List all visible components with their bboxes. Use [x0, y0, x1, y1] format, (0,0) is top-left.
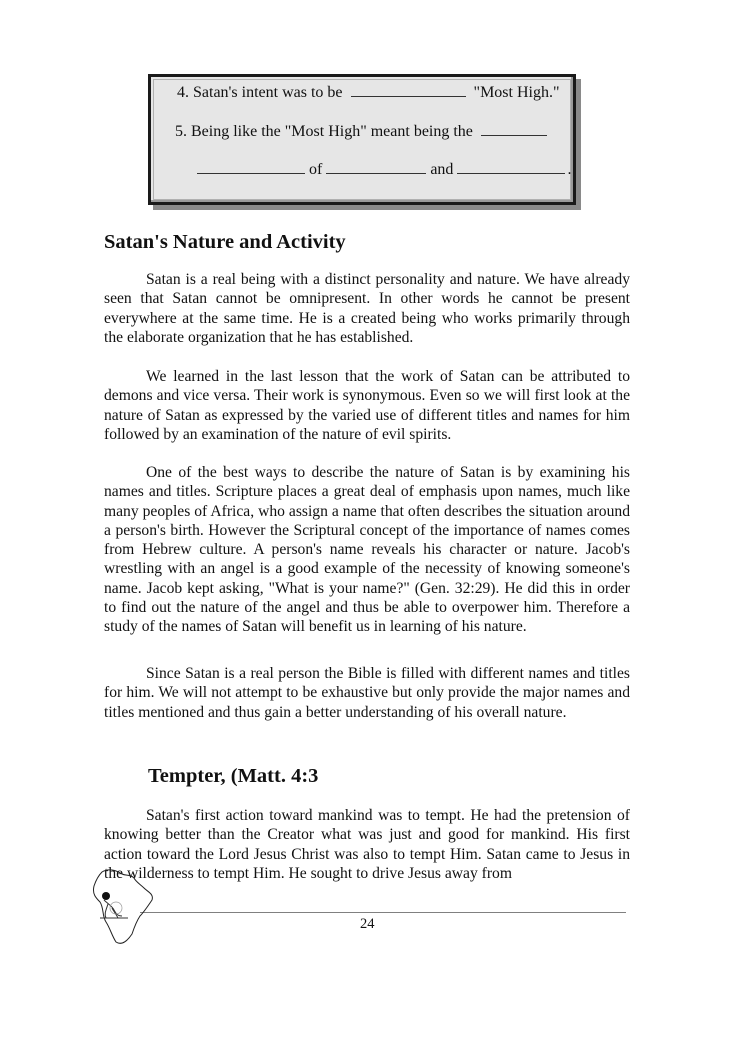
question-number: 4.: [177, 84, 189, 101]
exercise-box: [148, 74, 576, 205]
section-heading: Satan's Nature and Activity: [104, 231, 346, 253]
page-number: 24: [360, 916, 375, 932]
answer-blank[interactable]: [197, 159, 305, 174]
question-text: of: [309, 161, 323, 178]
question-text: Being like the "Most High" meant being the: [191, 123, 473, 140]
answer-blank[interactable]: [481, 121, 547, 136]
paragraph: One of the best ways to describe the nature of Satan is by examining his names and titles. Scripture places a great deal of emphasis upon names, much like many peoples of Africa, who assign a name that often describes the situation around a person's birth. However the Scriptural concept of the importance of names comes from Hebrew culture. A person's name reveals his character or nature. Jacob's wrestling with an angel is a good example of the necessity of knowing someone's name. Jacob kept asking, "What is your name?" (Gen. 32:29). He did this in order to find out the nature of the angel and thus be able to overpower him. Therefore a study of the names of Satan will benefit us in learning of his nature.: [104, 464, 630, 636]
paragraph: Satan's first action toward mankind was to tempt. He had the pretension of knowing better than the Creator what was just and good for mankind. His first action toward the Lord Jesus Christ was also to tempt Him. Satan came to Jesus in the wilderness to tempt Him. He sought to drive Jesus away from: [104, 807, 630, 882]
question-5-continued: [197, 159, 571, 179]
paragraph: Since Satan is a real person the Bible is filled with different names and titles for him. We will not attempt to be exhaustive but only provide the major names and titles mentioned and thus gain a better understanding of his overall nature.: [104, 665, 630, 721]
question-text: .: [567, 161, 572, 178]
question-text: and: [430, 161, 454, 178]
answer-blank[interactable]: [351, 82, 466, 97]
africa-map-with-figure-icon: [88, 866, 158, 948]
subsection-heading: Tempter, (Matt. 4:3: [148, 765, 319, 787]
answer-blank[interactable]: [326, 159, 426, 174]
paragraph: Satan is a real being with a distinct personality and nature. We have already seen that Satan cannot be omnipresent. In other words he cannot be present everywhere at the same time. He is a created being who works primarily through the elaborate organization that he has established.: [104, 271, 630, 346]
question-text: "Most High.": [473, 84, 560, 101]
answer-blank[interactable]: [457, 159, 565, 174]
footer-divider: [140, 912, 626, 913]
question-4: [177, 82, 560, 102]
question-5: [175, 121, 547, 141]
question-number: 5.: [175, 123, 187, 140]
question-text: Satan's intent was to be: [193, 84, 343, 101]
paragraph: We learned in the last lesson that the work of Satan can be attributed to demons and vice versa. Their work is synonymous. Even so we will first look at the nature of Satan as expressed by the varied use of different titles and names for him followed by an examination of the nature of evil spirits.: [104, 368, 630, 443]
